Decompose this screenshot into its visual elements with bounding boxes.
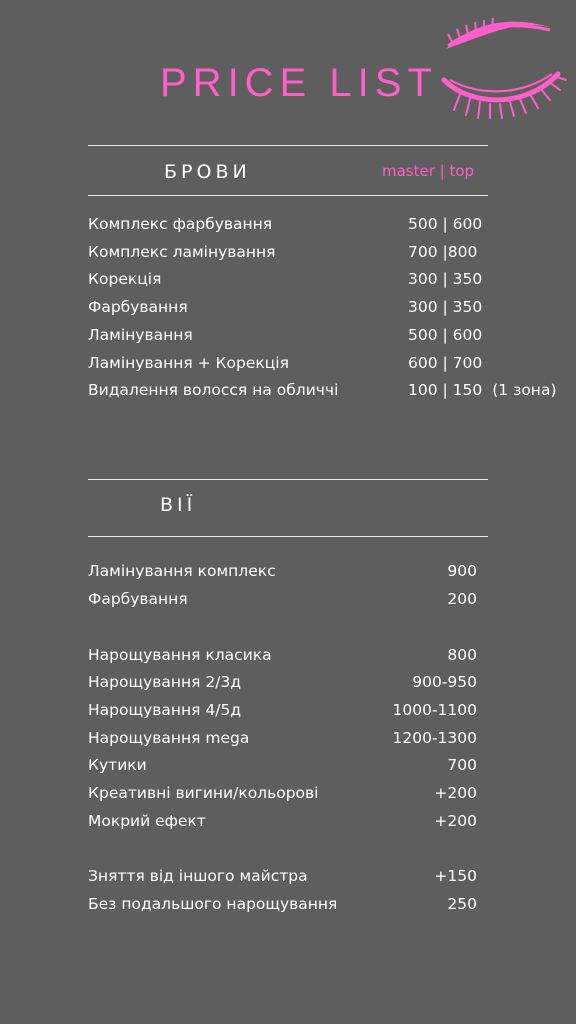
price-row	[88, 560, 568, 582]
service-name: Ламінування	[88, 326, 193, 344]
service-price: 900-950	[412, 673, 477, 691]
service-name: Зняття від іншого майстра	[88, 867, 308, 885]
divider	[88, 536, 488, 537]
brows-heading: БРОВИ	[164, 161, 251, 183]
price-row	[88, 754, 568, 776]
lashes-heading: ВІЇ	[160, 494, 197, 516]
price-row	[88, 213, 568, 235]
service-name: Нарощування класика	[88, 646, 272, 664]
service-name: Комплекс ламінування	[88, 243, 276, 261]
price-row	[88, 352, 568, 374]
service-price: +150	[434, 867, 477, 885]
service-price: +200	[434, 784, 477, 802]
service-name: Нарощування 2/3д	[88, 673, 242, 691]
service-name: Ламінування + Корекція	[88, 354, 289, 372]
price-row	[88, 296, 568, 318]
service-price	[408, 379, 557, 401]
service-price: 300 | 350	[408, 270, 483, 288]
price-row	[88, 268, 568, 290]
service-price: 200	[447, 590, 477, 608]
service-name: Комплекс фарбування	[88, 215, 273, 233]
price-row	[88, 727, 568, 749]
service-price: 1200-1300	[392, 729, 477, 747]
service-name: Нарощування 4/5д	[88, 701, 242, 719]
service-name: Видалення волосся на обличчі	[88, 381, 339, 399]
page-title: PRICE LIST	[160, 61, 438, 105]
eye-lash-brow-icon	[440, 14, 570, 119]
divider	[88, 195, 488, 196]
service-name: Кутики	[88, 756, 147, 774]
service-name: Без подальшого нарощування	[88, 895, 338, 913]
service-name: Фарбування	[88, 590, 188, 608]
service-price: 1000-1100	[392, 701, 477, 719]
price-row	[88, 699, 568, 721]
divider	[88, 145, 488, 146]
service-name: Корекція	[88, 270, 162, 288]
service-name: Мокрий ефект	[88, 812, 206, 830]
service-price: 600 | 700	[408, 354, 483, 372]
price-row	[88, 644, 568, 666]
service-price: 250	[447, 895, 477, 913]
service-price: 700 |800	[408, 243, 478, 261]
price-row	[88, 671, 568, 693]
service-price: 500 | 600	[408, 215, 483, 233]
service-name: Нарощування mega	[88, 729, 250, 747]
price-row	[88, 588, 568, 610]
price-note: (1 зона)	[492, 381, 557, 399]
price-row	[88, 893, 568, 915]
service-name: Ламінування комплекс	[88, 562, 276, 580]
service-price: 800	[447, 646, 477, 664]
service-price: +200	[434, 812, 477, 830]
price-column-label: master | top	[382, 162, 475, 180]
price-row	[88, 865, 568, 887]
service-price: 500 | 600	[408, 326, 483, 344]
service-name: Креативні вигини/кольорові	[88, 784, 319, 802]
service-name: Фарбування	[88, 298, 188, 316]
price-row	[88, 241, 568, 263]
divider	[88, 479, 488, 480]
price-row	[88, 379, 568, 401]
service-price: 900	[447, 562, 477, 580]
price-row	[88, 324, 568, 346]
service-price: 700	[447, 756, 477, 774]
price-row	[88, 810, 568, 832]
price-value: 100 | 150	[408, 381, 483, 399]
price-row	[88, 782, 568, 804]
service-price: 300 | 350	[408, 298, 483, 316]
